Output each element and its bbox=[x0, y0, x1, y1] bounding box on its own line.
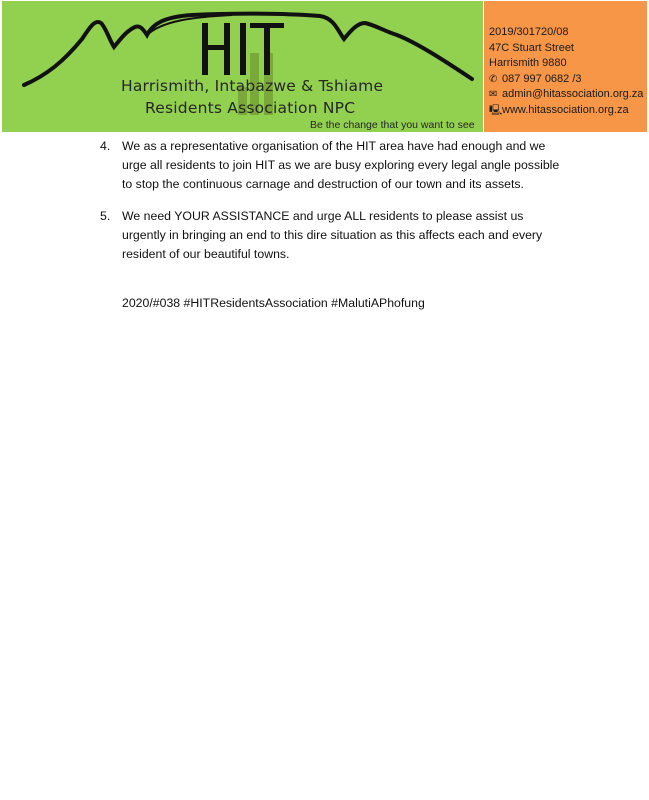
registration-number: 2019/301720/08 bbox=[489, 26, 569, 38]
contact-details bbox=[489, 25, 643, 119]
website-url[interactable]: www.hitassociation.org.za bbox=[502, 103, 629, 116]
org-name-line2: Residents Association NPC bbox=[145, 99, 356, 117]
list-item-number: 4. bbox=[100, 139, 111, 153]
list-item bbox=[100, 137, 570, 194]
list-item-number: 5. bbox=[100, 209, 111, 223]
email-address[interactable]: admin@hitassociation.org.za bbox=[502, 88, 644, 101]
phone-number: 087 997 0682 /3 bbox=[502, 72, 582, 85]
tagline: Be the change that you want to see bbox=[310, 119, 475, 131]
list-item bbox=[100, 207, 570, 264]
letterhead-green-banner bbox=[2, 1, 483, 132]
letterhead bbox=[2, 1, 647, 132]
org-name-line1: Harrismith, Intabazwe & Tshiame bbox=[121, 77, 384, 95]
computer-icon: 🖳 bbox=[489, 104, 503, 116]
website-line bbox=[489, 103, 643, 119]
town-address: Harrismith 9880 bbox=[489, 57, 567, 70]
list-item-text: We need YOUR ASSISTANCE and urge ALL residents to please assist us urgently in bringing an end to this dire situation as this affects each and every resident of our beautiful towns. bbox=[122, 209, 543, 261]
phone-icon: ✆ bbox=[489, 73, 498, 85]
hashtags: 2020/#038 #HITResidentsAssociation #MalutiAPhofung bbox=[122, 296, 425, 310]
email-line bbox=[489, 87, 643, 103]
envelope-icon: ✉ bbox=[489, 89, 498, 101]
list-item-text: We as a representative organisation of the HIT area have had enough and we urge all residents to join HIT as we are busy exploring every legal angle possible to stop the continuous carnage and destruction of our town and its assets. bbox=[122, 139, 560, 191]
street-address: 47C Stuart Street bbox=[489, 41, 574, 54]
phone-line bbox=[489, 72, 643, 88]
